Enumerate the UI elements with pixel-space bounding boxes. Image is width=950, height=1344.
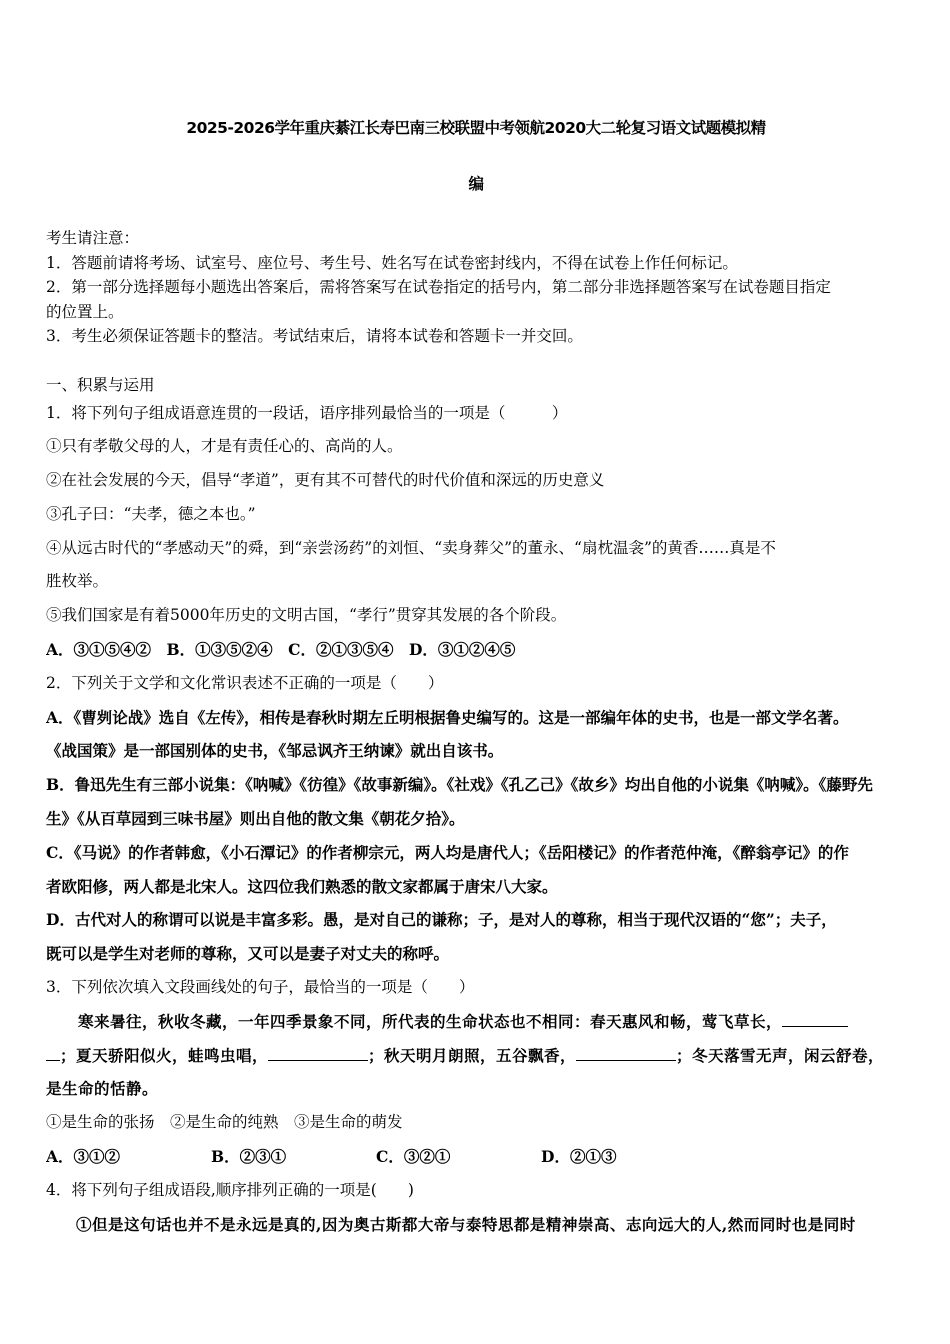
question-2-option-b-line-1: B．鲁迅先生有三部小说集：《呐喊》《彷徨》《故事新编》。《社戏》《孔乙己》《故乡》均出自他的小说集《呐喊》。《藤野先 xyxy=(46,775,873,795)
page-title xyxy=(46,0,906,212)
passage-text-2: ；夏天骄阳似火，蛙鸣虫唱， xyxy=(60,1045,269,1065)
question-4-sentence-1: ①但是这句话也并不是永远是真的,因为奥古斯都大帝与泰特思都是精神崇高、志向远大的人,然而同时也是同时 xyxy=(76,1214,856,1234)
question-2-option-c-line-2: 者欧阳修，两人都是北宋人。这四位我们熟悉的散文家都属于唐宋八大家。 xyxy=(46,876,558,896)
question-2-option-b-line-2: 生》《从百草园到三味书屋》则出自他的散文集《朝花夕拾》。 xyxy=(46,809,465,829)
answer-blank-3[interactable] xyxy=(576,1046,676,1061)
question-3-passage-line-2 xyxy=(46,1039,906,1073)
question-3-option-c: C．③②① xyxy=(376,1147,451,1167)
title-line-1: 2025-2026学年重庆綦江长寿巴南三校联盟中考领航2020大二轮复习语文试题模拟精 xyxy=(186,119,766,137)
section-accumulation xyxy=(46,373,906,1242)
question-4 xyxy=(46,1174,906,1242)
question-2-option-d-line-1: D．古代对人的称谓可以说是丰富多彩。愚，是对自己的谦称；子，是对人的尊称，相当于现代汉语的“您”；夫子， xyxy=(46,910,837,930)
question-3 xyxy=(46,971,906,1174)
notice-heading: 考生请注意： xyxy=(46,229,140,247)
question-3-passage-line-1 xyxy=(46,1005,906,1039)
question-2-stem: 2．下列关于文学和文化常识表述不正确的一项是（ ） xyxy=(46,673,444,692)
answer-blank-1-continued[interactable] xyxy=(46,1046,60,1061)
question-2-option-a-line-2: 《战国策》是一部国别体的史书，《邹忌讽齐王纳谏》就出自该书。 xyxy=(46,741,504,761)
question-2-option-d-line-2: 既可以是学生对老师的尊称，又可以是妻子对丈夫的称呼。 xyxy=(46,944,450,964)
question-1-sentence-2: ②在社会发展的今天，倡导“孝道”，更有其不可替代的时代价值和深远的历史意义 xyxy=(46,471,605,490)
question-1 xyxy=(46,397,906,667)
answer-blank-2[interactable] xyxy=(268,1046,368,1061)
section-heading: 一、积累与运用 xyxy=(46,375,155,394)
notice-item-3: 3．考生必须保证答题卡的整洁。考试结束后，请将本试卷和答题卡一并交回。 xyxy=(46,327,583,345)
question-1-sentence-5: ⑤我们国家是有着5000年历史的文明古国，“孝行”贯穿其发展的各个阶段。 xyxy=(46,606,567,625)
question-1-sentence-3: ③孔子曰：“夫孝，德之本也。” xyxy=(46,504,256,523)
question-3-option-b: B．②③① xyxy=(211,1147,287,1167)
question-1-stem: 1．将下列句子组成语意连贯的一段话，语序排列最恰当的一项是（ ） xyxy=(46,403,568,422)
question-3-option-a: A．③①② xyxy=(46,1147,121,1167)
question-3-options xyxy=(46,1140,906,1174)
passage-text-1: 寒来暑往，秋收冬藏，一年四季景象不同，所代表的生命状态也不相同：春天惠风和畅，莺飞草长， xyxy=(78,1011,783,1031)
notice-item-2-line-1: 2．第一部分选择题每小题选出答案后，需将答案写在试卷指定的括号内，第二部分非选择题答案写在试卷题目指定 xyxy=(46,278,831,296)
question-2 xyxy=(46,667,906,971)
question-1-sentence-4-line-2: 胜枚举。 xyxy=(46,572,109,591)
title-line-2: 编 xyxy=(468,175,484,193)
question-1-options: A．③①⑤④② B．①③⑤②④ C．②①③⑤④ D．③①②④⑤ xyxy=(46,640,516,660)
question-1-sentence-4-line-1: ④从远古时代的“孝感动天”的舜，到“亲尝汤药”的刘恒、“卖身葬父”的董永、“扇枕温衾”的黄香……真是不 xyxy=(46,538,776,557)
notice-item-2-line-2: 的位置上。 xyxy=(46,302,124,321)
passage-text-4: ；冬天落雪无声，闲云舒卷， xyxy=(676,1045,885,1065)
question-1-sentence-1: ①只有孝敬父母的人，才是有责任心的、高尚的人。 xyxy=(46,437,403,456)
question-2-option-a-line-1: A．《曹刿论战》选自《左传》，相传是春秋时期左丘明根据鲁史编写的。这是一部编年体的史书，也是一部文学名著。 xyxy=(46,707,849,727)
question-3-choices: ①是生命的张扬 ②是生命的纯熟 ③是生命的萌发 xyxy=(46,1113,403,1132)
exam-notice xyxy=(46,226,906,349)
question-2-option-c-line-1: C．《马说》的作者韩愈，《小石潭记》的作者柳宗元，两人均是唐代人；《岳阳楼记》的作者范仲淹，《醉翁亭记》的作 xyxy=(46,842,849,862)
passage-text-3: ；秋天明月朗照，五谷飘香， xyxy=(368,1045,577,1065)
question-3-stem: 3．下列依次填入文段画线处的句子，最恰当的一项是（ ） xyxy=(46,978,475,997)
question-4-stem: 4．将下列句子组成语段,顺序排列正确的一项是( ) xyxy=(46,1180,414,1199)
question-3-passage-line-3: 是生命的恬静。 xyxy=(46,1079,159,1099)
notice-item-1: 1．答题前请将考场、试室号、座位号、考生号、姓名写在试卷密封线内，不得在试卷上作任何标记。 xyxy=(46,253,738,272)
question-3-option-d: D．②①③ xyxy=(541,1147,617,1167)
answer-blank-1[interactable] xyxy=(782,1012,848,1027)
